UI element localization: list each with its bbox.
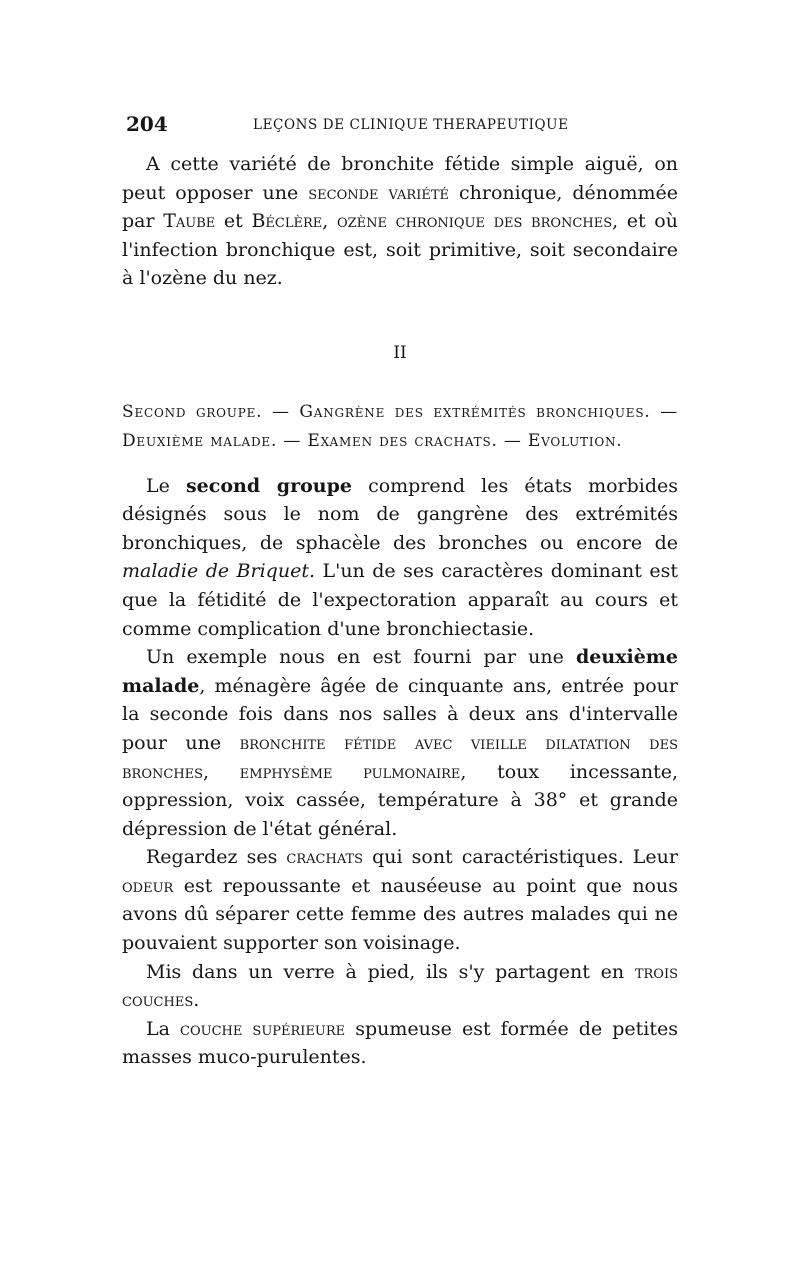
paragraph-sputum	[122, 843, 678, 957]
text-run: , toux incessante, oppression, voix cassée, température à 38° et grande dépression de l'état général.	[122, 760, 679, 840]
small-caps-term: couche supérieure	[180, 1017, 346, 1040]
text-run: chronique, dénommée par	[122, 181, 678, 233]
text-run: qui sont caractéristiques. Leur	[363, 846, 678, 869]
paragraph-upper-layer	[122, 1015, 678, 1072]
page-number: 204	[126, 112, 168, 136]
text-run: .	[193, 989, 200, 1012]
running-title: LEÇONS DE CLINIQUE THERAPEUTIQUE	[253, 117, 569, 133]
text-run: est repoussante et nauséeuse au point que nous avons dû séparer cette femme des autres malades qui ne pouvaient supporter son voisinage.	[122, 874, 678, 955]
small-caps-term: odeur	[122, 874, 174, 897]
paragraph-second-patient	[122, 643, 678, 843]
text-run: Regardez ses	[146, 846, 287, 869]
small-caps-term: trois couches	[122, 960, 678, 1012]
text-run: ,	[322, 210, 337, 233]
paragraph-ozene	[122, 150, 678, 293]
text-run: , et où l'infection bronchique est, soit primitive, soit secondaire à l'ozène du nez.	[122, 210, 678, 290]
small-caps-term: bronchite fétide avec vieille dilatation des bronches, emphysème pulmonaire	[122, 731, 679, 783]
page-body	[122, 150, 678, 1072]
text-run: Le	[146, 474, 186, 497]
bold-term: deuxième malade	[122, 646, 678, 697]
text-run: La	[146, 1017, 181, 1040]
text-run: Un exemple nous en est fourni par une	[146, 646, 576, 669]
author-name: Taube	[163, 210, 216, 233]
running-header	[126, 112, 688, 142]
section-number: II	[393, 342, 407, 363]
text-run: comprend les états morbides désignés sous le nom de gangrène des extrémités bronchiques, de sphacèle des bronches ou encore de	[122, 474, 679, 554]
bold-term: second groupe	[185, 474, 352, 497]
italic-term: maladie de Briquet.	[122, 560, 316, 583]
text-run: Mis dans un verre à pied, ils s'y partagent en	[146, 960, 635, 983]
paragraph-second-group	[122, 472, 678, 644]
small-caps-term: ozène chronique des bronches	[336, 210, 613, 233]
text-run: L'un de ses caractères dominant est que la fétidité de l'expectoration apparaît au cours et comme complication d'une bronchiectasie.	[122, 560, 678, 640]
small-caps-term: seconde variété	[308, 181, 449, 204]
text-run: A cette variété de bronchite fétide simple aiguë, on peut opposer une	[122, 153, 678, 204]
text-run: spumeuse est formée de petites masses muco-purulentes.	[122, 1017, 679, 1069]
small-caps-term: crachats	[286, 846, 364, 869]
text-run: , ménagère âgée de cinquante ans, entrée pour la seconde fois dans nos salles à deux ans d'intervalle pour une	[122, 674, 678, 754]
paragraph-layers	[122, 958, 678, 1015]
author-name: Béclère	[251, 210, 323, 233]
section-heading: Second groupe. — Gangrène des extrémités bronchiques. — Deuxième malade. — Examen des crachats. — Evolution.	[122, 401, 678, 451]
text-run: et	[215, 210, 252, 233]
